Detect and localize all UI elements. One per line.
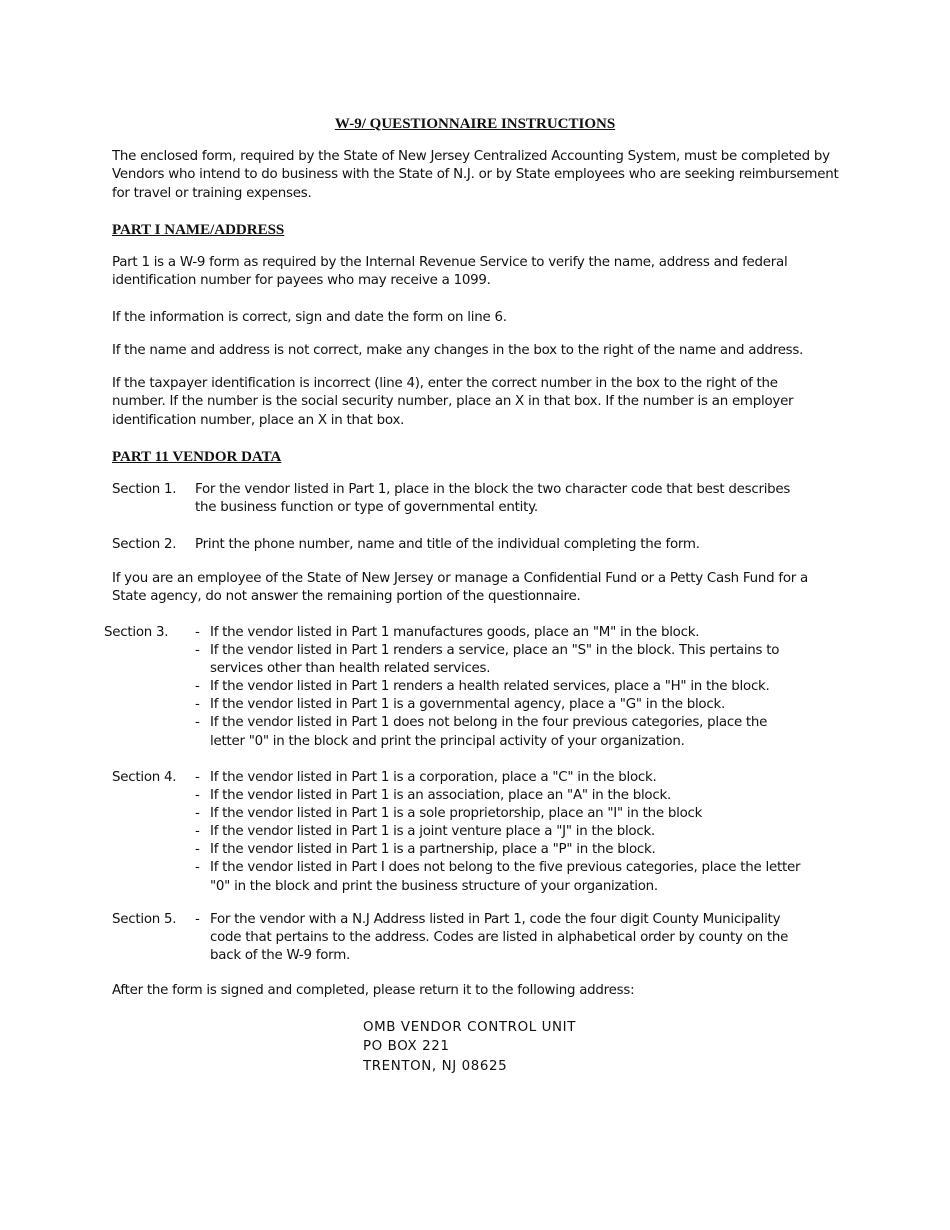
address-line-1: OMB VENDOR CONTROL UNIT: [363, 1020, 576, 1035]
address-line-3: TRENTON, NJ 08625: [363, 1059, 508, 1074]
section4-label: Section 4.: [112, 770, 177, 785]
intro-paragraph: The enclosed form, required by the State of New Jersey Centralized Accounting System, must be completed by Vendors who intend to do business with the State of N.J. or by State employees who are seeking reimbursement for travel or training expenses.: [112, 149, 839, 201]
list-item: - If the vendor listed in Part 1 does not belong in the four previous categories, place the letter "0" in the block and print the principal activity of your organization.: [195, 715, 768, 749]
section5-label: Section 5.: [112, 912, 177, 927]
list-item: - If the vendor listed in Part 1 manufactures goods, place an "M" in the block.: [195, 625, 700, 640]
section1-text: For the vendor listed in Part 1, place in the block the two character code that best describes the business function or type of governmental entity.: [195, 482, 791, 516]
list-item: - For the vendor with a N.J Address listed in Part 1, code the four digit County Municipality code that pertains to the address. Codes are listed in alphabetical order by county on the back of the W-9 form.: [195, 912, 789, 964]
section5-list: [195, 911, 810, 965]
list-item: - If the vendor listed in Part 1 is a partnership, place a "P" in the block.: [195, 842, 656, 858]
employee-note: If you are an employee of the State of New Jersey or manage a Confidential Fund or a Petty Cash Fund for a State agency, do not answer the remaining portion of the questionnaire.: [112, 571, 808, 605]
list-item: - If the vendor listed in Part 1 is a sole proprietorship, place an "I" in the block: [195, 806, 703, 822]
section4-list: [195, 769, 805, 896]
section3-list: [195, 624, 780, 751]
section1-label: Section 1.: [112, 482, 177, 497]
list-item: - If the vendor listed in Part 1 renders a health related services, place a "H" in the block.: [195, 679, 770, 695]
return-note: After the form is signed and completed, please return it to the following address:: [112, 983, 635, 998]
section2-text: Print the phone number, name and title of the individual completing the form.: [195, 537, 700, 552]
part1-paragraph-4: If the taxpayer identification is incorrect (line 4), enter the correct number in the box to the right of the number. If the number is the social security number, place an X in that box. If the number is an employer identification number, place an X in that box.: [112, 376, 794, 428]
part1-paragraph-3: If the name and address is not correct, make any changes in the box to the right of the name and address.: [112, 343, 804, 358]
list-item: - If the vendor listed in Part 1 is a governmental agency, place a "G" in the block.: [195, 697, 725, 713]
document-title: W-9/ QUESTIONNAIRE INSTRUCTIONS: [334, 116, 616, 132]
list-item: - If the vendor listed in Part 1 is a corporation, place a "C" in the block.: [195, 770, 657, 785]
section2-label: Section 2.: [112, 537, 177, 552]
part1-heading: PART I NAME/ADDRESS: [112, 222, 285, 238]
section3-label: Section 3.: [104, 625, 169, 640]
part1-paragraph-1: Part 1 is a W-9 form as required by the Internal Revenue Service to verify the name, address and federal identification number for payees who may receive a 1099.: [112, 255, 788, 289]
list-item: - If the vendor listed in Part I does not belong to the five previous categories, place the letter "0" in the block and print the business structure of your organization.: [195, 860, 801, 894]
part1-paragraph-2: If the information is correct, sign and date the form on line 6.: [112, 310, 507, 325]
list-item: - If the vendor listed in Part 1 renders a service, place an "S" in the block. This pertains to services other than health related services.: [195, 643, 780, 677]
list-item: - If the vendor listed in Part 1 is an association, place an "A" in the block.: [195, 788, 672, 804]
list-item: - If the vendor listed in Part 1 is a joint venture place a "J" in the block.: [195, 824, 655, 840]
address-line-2: PO BOX 221: [363, 1039, 450, 1054]
part2-heading: PART 11 VENDOR DATA: [112, 449, 282, 465]
